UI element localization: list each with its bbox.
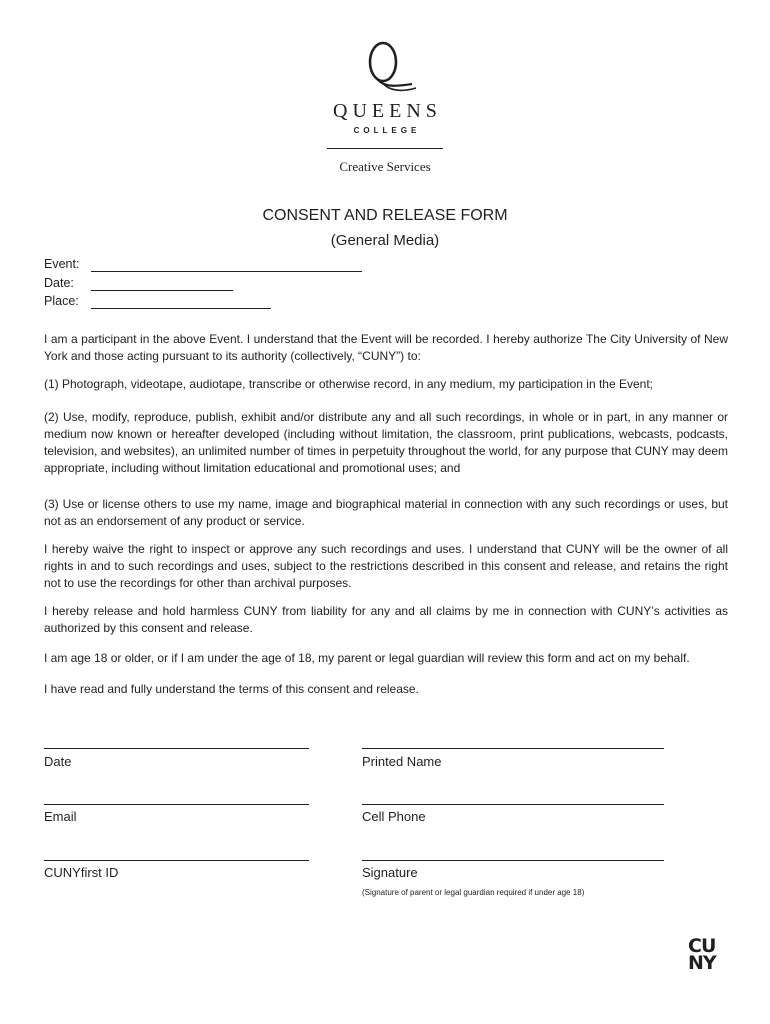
clause-2-paragraph: (2) Use, modify, reproduce, publish, exhibit and/or distribute any and all such recordings, in whole or in part, in any manner or medium now known or hereafter developed (including without limitation, the classroom, print publications, webcasts, podcasts, television, and websites), an unlimited number of times in perpetuity throughout the world, for any purpose that CUNY may deem appropriate, including without limitation educational and promotional uses; and <box>44 410 728 475</box>
age-paragraph: I am age 18 or older, or if I am under the age of 18, my parent or legal guardian will review this form and act on my behalf. <box>44 651 690 665</box>
cuny-logo-bottom: NY <box>688 952 716 974</box>
email-label: Email <box>44 809 77 824</box>
signature-note: (Signature of parent or legal guardian required if under age 18) <box>362 888 585 897</box>
logo-college-text: COLLEGE <box>353 126 421 135</box>
printed-name-line[interactable] <box>362 748 664 749</box>
department-name: Creative Services <box>339 159 431 174</box>
cell-phone-label: Cell Phone <box>362 809 426 824</box>
cell-phone-line[interactable] <box>362 804 664 805</box>
event-input-line[interactable] <box>91 271 362 272</box>
place-label: Place: <box>44 294 79 308</box>
printed-name-label: Printed Name <box>362 754 442 769</box>
queens-college-logo <box>300 40 470 135</box>
queens-q-logo-icon <box>350 40 420 98</box>
logo-divider <box>327 148 443 149</box>
waiver-paragraph: I hereby waive the right to inspect or approve any such recordings and uses. I understand that CUNY will be the owner of all rights in and to such recordings and uses, subject to the restrictions described in this consent and release, and retains the right not to use the recordings for other than archival purposes. <box>44 542 728 590</box>
date-signature-line[interactable] <box>44 748 309 749</box>
cunyfirst-id-line[interactable] <box>44 860 309 861</box>
cunyfirst-id-label: CUNYfirst ID <box>44 865 119 880</box>
date-input-line[interactable] <box>91 290 233 291</box>
place-input-line[interactable] <box>91 308 271 309</box>
event-label: Event: <box>44 257 80 271</box>
clause-3-paragraph: (3) Use or license others to use my name, image and biographical material in connection with any such recordings or uses, but not as an endorsement of any product or service. <box>44 497 728 528</box>
form-title: CONSENT AND RELEASE FORM <box>262 207 508 224</box>
logo-queens-text: QUEENS <box>333 100 442 122</box>
clause-1-paragraph: (1) Photograph, videotape, audiotape, transcribe or otherwise record, in any medium, my participation in the Event; <box>44 377 653 391</box>
release-paragraph: I hereby release and hold harmless CUNY from liability for any and all claims by me in connection with CUNY’s activities as authorized by this consent and release. <box>44 604 728 635</box>
acknowledgement-paragraph: I have read and fully understand the terms of this consent and release. <box>44 682 419 696</box>
email-line[interactable] <box>44 804 309 805</box>
form-subtitle: (General Media) <box>330 232 440 249</box>
signature-line[interactable] <box>362 860 664 861</box>
authorization-paragraph: I am a participant in the above Event. I understand that the Event will be recorded. I hereby authorize The City University of New York and those acting pursuant to its authority (collectively, “CUNY”) to: <box>44 332 728 363</box>
cuny-logo-top: CU <box>688 935 716 957</box>
date-signature-label: Date <box>44 754 72 769</box>
signature-label: Signature <box>362 865 418 880</box>
date-label: Date: <box>44 276 74 290</box>
cuny-logo <box>688 935 728 974</box>
